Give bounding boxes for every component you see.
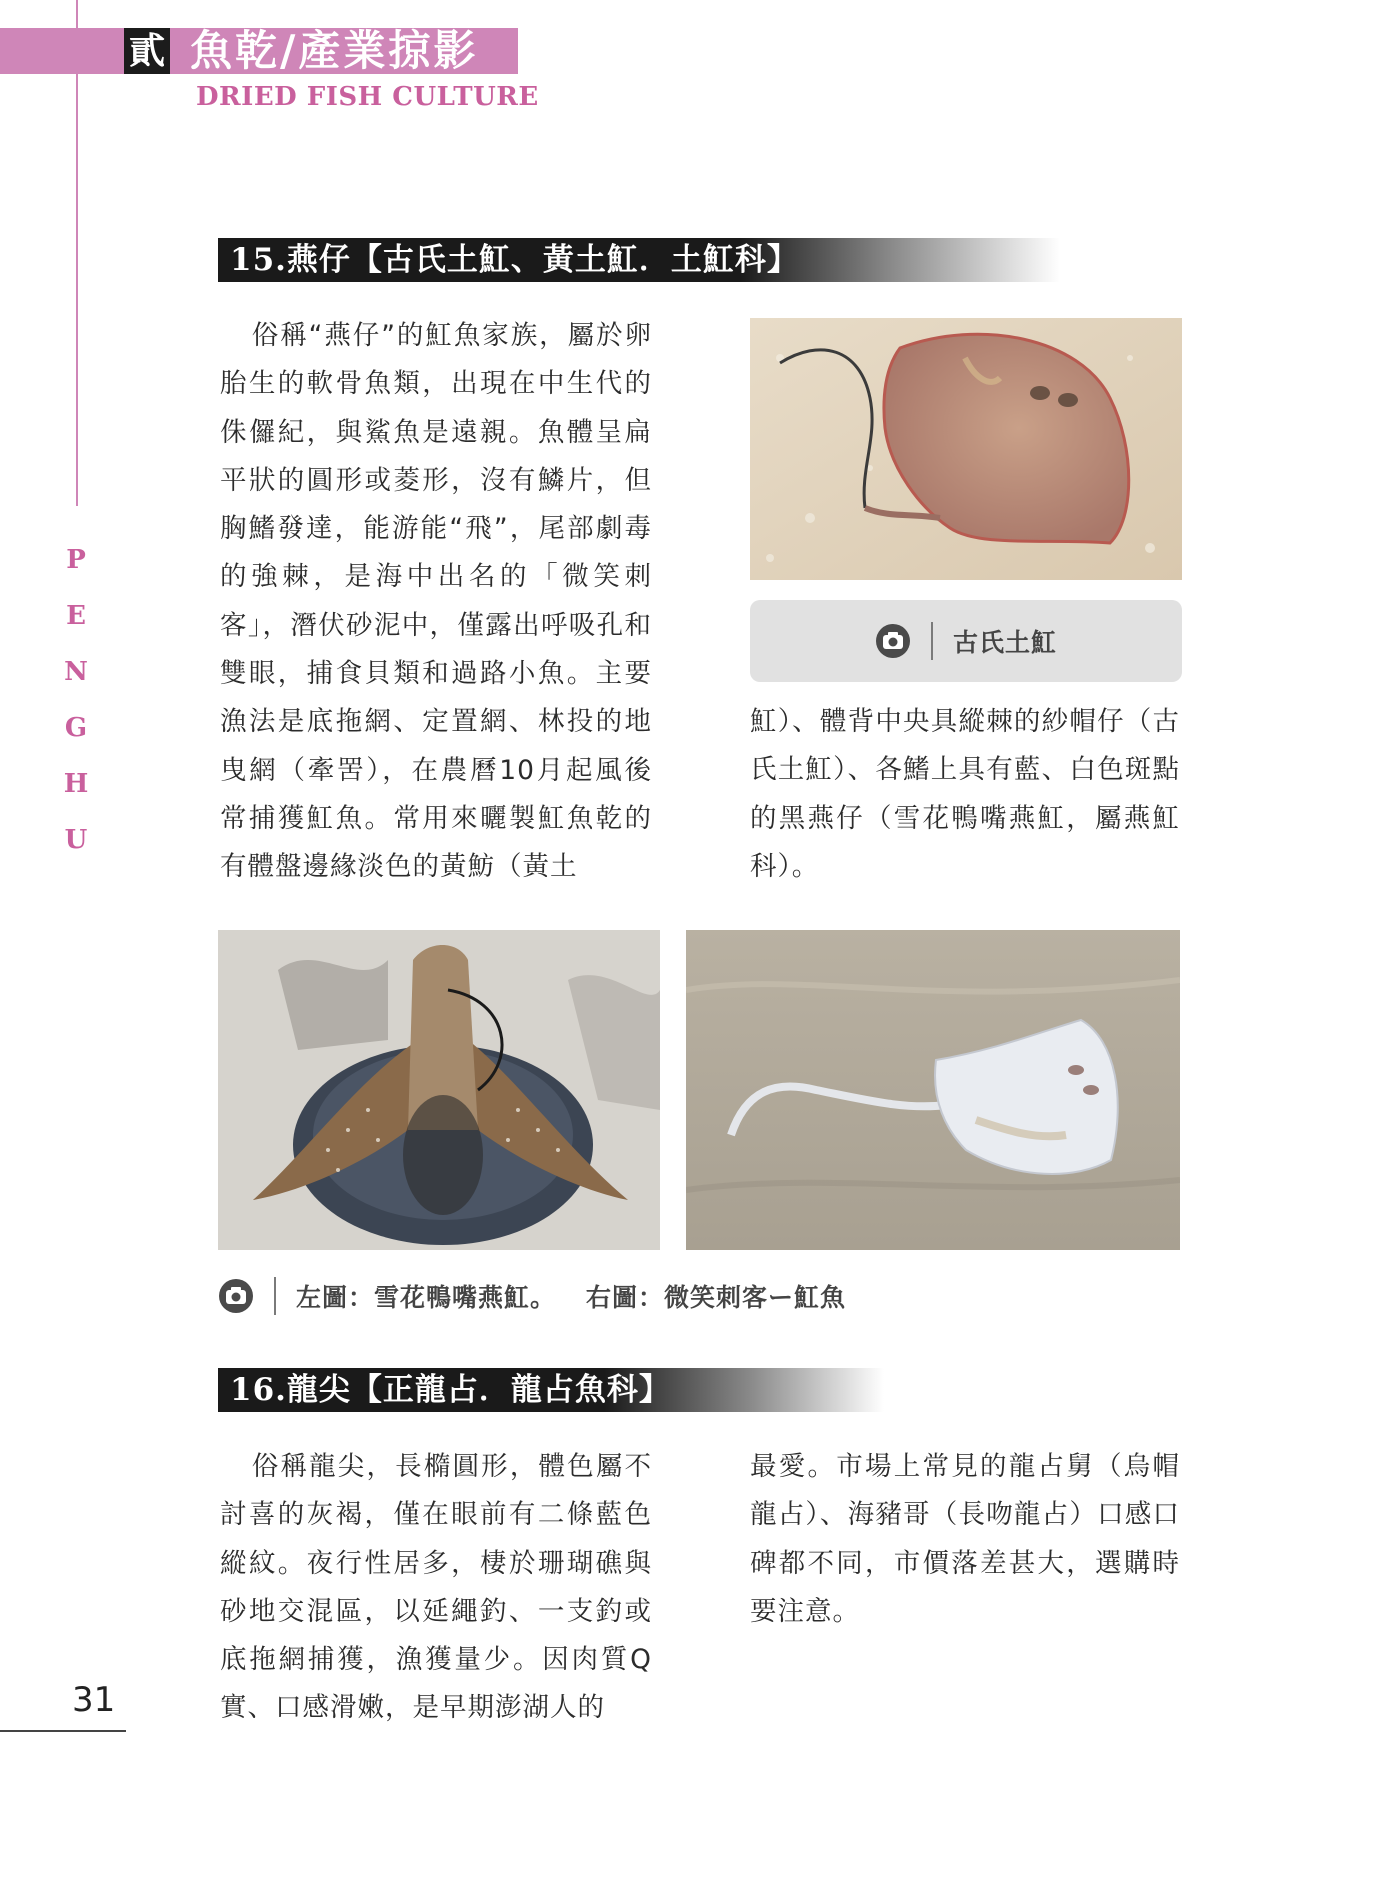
photo-stingray-sand bbox=[750, 318, 1182, 580]
vertical-letter: P bbox=[66, 545, 86, 575]
page-number: 31 bbox=[72, 1680, 116, 1720]
photo-caption-box bbox=[750, 600, 1182, 682]
vertical-letter: H bbox=[63, 769, 89, 799]
caption-left: 左圖：雪花鴨嘴燕魟。 bbox=[296, 1283, 557, 1312]
paragraph: 最愛。市場上常見的龍占舅（烏帽龍占）、海豬哥（長吻龍占）口感口碑都不同，市價落差甚大，選購時要注意。 bbox=[750, 1451, 1180, 1627]
margin-line bbox=[76, 0, 78, 506]
chapter-subtitle: DRIED FISH CULTURE bbox=[196, 82, 539, 112]
section16-text-right bbox=[750, 1443, 1180, 1636]
photo-caption-row bbox=[218, 1276, 876, 1316]
chapter-number: 貳 bbox=[124, 28, 170, 74]
caption-right: 右圖：微笑刺客ー魟魚 bbox=[586, 1283, 847, 1312]
photo-stingray-basket bbox=[218, 930, 660, 1250]
paragraph: 俗稱龍尖，長橢圓形，體色屬不討喜的灰褐，僅在眼前有二條藍色縱紋。夜行性居多，棲於珊瑚礁與砂地交混區，以延繩釣、一支釣或底拖網捕獲，漁獲量少。因肉質Q實、口感滑嫩，是早期澎湖人的 bbox=[220, 1451, 652, 1724]
section15-text-right bbox=[750, 698, 1180, 891]
section-heading-16: 16.龍尖【正龍占．龍占魚科】 bbox=[218, 1368, 884, 1412]
vertical-letter: G bbox=[64, 713, 88, 743]
camera-icon bbox=[875, 623, 911, 659]
photo-stingray-beach bbox=[686, 930, 1180, 1250]
vertical-letter: E bbox=[66, 601, 86, 631]
vertical-letter: N bbox=[64, 657, 88, 687]
camera-icon bbox=[218, 1278, 254, 1314]
page-number-rule bbox=[0, 1730, 126, 1732]
vertical-word bbox=[56, 532, 96, 868]
paragraph: 魟）、體背中央具縱棘的紗帽仔（古氏土魟）、各鰭上具有藍、白色斑點的黑燕仔（雪花鴨嘴燕魟，屬燕魟科）。 bbox=[750, 706, 1180, 882]
chapter-title: 魚乾/產業掠影 bbox=[190, 26, 479, 75]
caption-separator bbox=[274, 1277, 276, 1315]
vertical-letter: U bbox=[64, 825, 88, 855]
section-heading-15: 15.燕仔【古氏土魟、黃土魟．土魟科】 bbox=[218, 238, 1060, 282]
section15-text-left bbox=[220, 312, 652, 892]
photo-caption: 古氏土魟 bbox=[952, 628, 1057, 657]
paragraph: 俗稱“燕仔”的魟魚家族，屬於卵胎生的軟骨魚類，出現在中生代的侏儸紀，與鯊魚是遠親。魚體呈扁平狀的圓形或菱形，沒有鱗片，但胸鰭發達，能游能“飛”，尾部劇毒的強棘，是海中出名的「微笑刺客」，潛伏砂泥中，僅露出呼吸孔和雙眼，捕食貝類和過路小魚。主要漁法是底拖網、定置網、林投的地曳網（牽罟），在農曆10月起風後常捕獲魟魚。常用來曬製魟魚乾的有體盤邊緣淡色的黃魴（黃土 bbox=[220, 320, 652, 883]
section16-text-left bbox=[220, 1443, 652, 1733]
caption-separator bbox=[931, 622, 933, 660]
